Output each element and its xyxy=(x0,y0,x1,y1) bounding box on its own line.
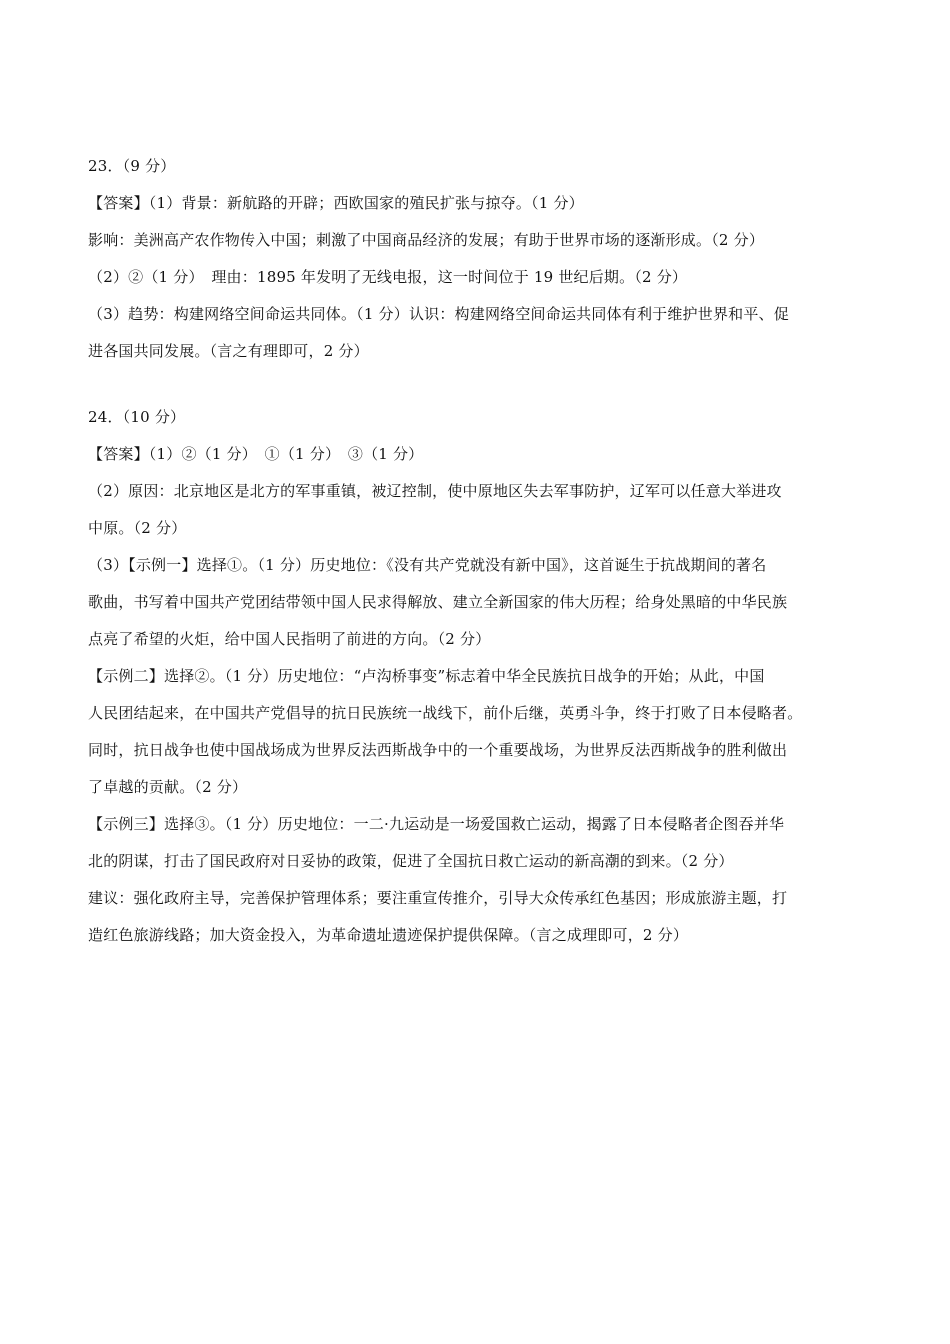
q24-suggestion-line2: 造红色旅游线路；加大资金投入，为革命遗址遗迹保护提供保障。（言之成理即可，2 分） xyxy=(88,926,689,944)
q23-answer-part1-background: 【答案】（1）背景：新航路的开辟；西欧国家的殖民扩张与掠夺。（1 分） xyxy=(88,194,584,212)
q24-answer-part2-line1: （2）原因：北京地区是北方的军事重镇，被辽控制，使中原地区失去军事防护，辽军可以任意大举进攻 xyxy=(88,482,782,500)
question-23-answer xyxy=(88,148,878,370)
q24-example2-line4: 了卓越的贡献。（2 分） xyxy=(88,778,248,796)
q24-example1-line3: 点亮了希望的火炬，给中国人民指明了前进的方向。（2 分） xyxy=(88,630,491,648)
question-24-answer xyxy=(88,399,878,954)
q23-answer-part3-line2: 进各国共同发展。（言之有理即可，2 分） xyxy=(88,342,369,360)
q24-example2-line2: 人民团结起来，在中国共产党倡导的抗日民族统一战线下，前仆后继，英勇斗争，终于打败了日本侵略者。 xyxy=(88,704,803,722)
q24-example1-line1: （3）【示例一】选择①。（1 分）历史地位：《没有共产党就没有新中国》，这首诞生于抗战期间的著名 xyxy=(88,556,767,574)
q23-answer-part2: （2）②（1 分） 理由：1895 年发明了无线电报，这一时间位于 19 世纪后期。（2 分） xyxy=(88,268,688,286)
q24-example3-line2: 北的阴谋，打击了国民政府对日妥协的政策，促进了全国抗日救亡运动的新高潮的到来。（2 分） xyxy=(88,852,734,870)
q24-example2-line3: 同时，抗日战争也使中国战场成为世界反法西斯战争中的一个重要战场，为世界反法西斯战争的胜利做出 xyxy=(88,741,788,759)
q24-suggestion-line1: 建议：强化政府主导，完善保护管理体系；要注重宣传推介，引导大众传承红色基因；形成旅游主题，打 xyxy=(88,889,788,907)
q24-answer-part2-line2: 中原。（2 分） xyxy=(88,519,187,537)
q23-answer-part1-impact: 影响：美洲高产农作物传入中国；刺激了中国商品经济的发展；有助于世界市场的逐渐形成。（2 分） xyxy=(88,231,765,249)
q24-answer-part1: 【答案】（1）②（1 分） ①（1 分） ③（1 分） xyxy=(88,445,424,463)
q24-example1-line2: 歌曲，书写着中国共产党团结带领中国人民求得解放、建立全新国家的伟大历程；给身处黑暗的中华民族 xyxy=(88,593,788,611)
question-23-header: 23．（9 分） xyxy=(88,157,176,175)
question-24-header: 24．（10 分） xyxy=(88,408,186,426)
q24-example2-line1: 【示例二】选择②。（1 分）历史地位：“卢沟桥事变”标志着中华全民族抗日战争的开始；从此，中国 xyxy=(88,667,765,685)
q23-answer-part3-line1: （3）趋势：构建网络空间命运共同体。（1 分）认识：构建网络空间命运共同体有利于维护世界和平、促 xyxy=(88,305,789,323)
q24-example3-line1: 【示例三】选择③。（1 分）历史地位：一二·九运动是一场爱国救亡运动，揭露了日本侵略者企图吞并华 xyxy=(88,815,785,833)
